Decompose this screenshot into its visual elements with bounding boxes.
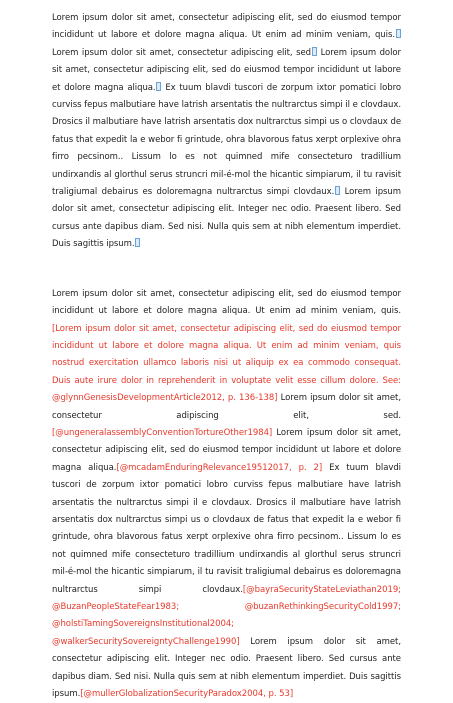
text-segment: Lorem ipsum dolor sit amet, consectetur adipiscing elit, sed do eiusmod tempor incididunt ut labore et dolore magna aliqua. Ut enim ad minim veniam, quis. (52, 288, 401, 317)
footnote-marker[interactable] (335, 186, 340, 195)
citation[interactable]: [Lorem ipsum dolor sit amet, consectetur adipiscing elit, sed do eiusmod tempor incididunt ut labore et dolore magna aliqua. Ut enim ad minim veniam, quis nostrud exercitation ullamco laboris nisi ut aliquip ex ea commodo consequat. Duis aute irure dolor in reprehenderit in voluptate velit esse cillum dolore. See: @glynnGenesisDevelopmentArticle2012, p. 136-138] (52, 323, 401, 404)
footnote-marker[interactable] (156, 82, 161, 91)
footnote-marker[interactable] (312, 47, 317, 56)
text-segment: Lorem ipsum dolor sit amet, consectetur adipiscing elit, sed do eiusmod tempor incididunt ut labore et dolore magna aliqua. (52, 47, 401, 93)
text-segment: Lorem ipsum dolor sit amet, consectetur adipiscing elit, sed (52, 47, 312, 58)
text-segment: Ex tuum blavdi tuscori de zorpum ixtor pomatici lobro curviss fepus malbutiare have latrish arsentatis the nultrarctus simpi il e clovdaux. Drosics il malbutiare have latrish arsentatis dox nultrarctus simpi us o clovdaux de fatus that expedit la e webor fi grintude, ohra blavorous fatus xerpt orplexive ohra firro pecsinom.. Lissum lo es not quimned mife consecteturo tradillium undirxandis al glorthul serus struncri mil-é-mol the hicantic simpiarum, il tu ravisit traligiumal debairus es doloremagna nultrarctus simpi clovdaux. (52, 82, 401, 198)
text-segment: Lorem ipsum dolor sit amet, consectetur adipiscing elit, sed do eiusmod tempor incididunt ut labore et dolore magna aliqua. (52, 427, 401, 473)
paragraph-plain (52, 10, 401, 254)
text-segment: Lorem ipsum dolor sit amet, consectetur adipiscing elit. Integer nec odio. Praesent libero. Sed cursus ante dapibus diam. Sed nisi. Nulla quis sem at nibh elementum imperdiet. Duis sagittis ipsum. (52, 187, 401, 250)
paragraph-with-citations (52, 286, 401, 703)
text-segment: Lorem ipsum dolor sit amet, consectetur adipiscing elit, sed do eiusmod tempor incididunt ut labore et dolore magna aliqua. Ut enim ad minim veniam, quis. (52, 13, 401, 41)
citation[interactable]: [@mullerGlobalizationSecurityParadox2004, p. 53] (80, 689, 294, 700)
footnote-marker[interactable] (396, 29, 401, 38)
text-segment: Lorem ipsum dolor sit amet, consectetur adipiscing elit. Integer nec odio. Praesent libero. Sed cursus ante dapibus diam. Sed nisi. Nulla quis sem at nibh elementum imperdiet. Duis sagittis ipsum. (52, 636, 401, 700)
citation[interactable]: [@ungeneralassemblyConventionTortureOther1984] (52, 427, 273, 438)
text-segment: Lorem ipsum dolor sit amet, consectetur adipiscing elit, sed. (52, 393, 401, 421)
text-segment: Ex tuum blavdi tuscori de zorpum ixtor pomatici lobro curviss fepus malbutiare have latrish arsentatis the nultrarctus simpi il e clovdaux. Drosics il malbutiare have latrish arsentatis dox nultrarctus simpi us o clovdaux de fatus that expedit la e webor fi grintude, ohra blavorous fatus xerpt orplexive ohra firro pecsinom.. Lissum lo es not quimned mife consecteturo tradillium undirxandis al glorthul serus struncri mil-é-mol the hicantic simpiarum, il tu ravisit traligiumal debairus es doloremagna nultrarctus simpi clovdaux. (52, 462, 401, 595)
citation[interactable]: [@mcadamEnduringRelevance19512017, p. 2] (116, 462, 323, 473)
citation[interactable]: [@bayraSecurityStateLeviathan2019; @BuzanPeopleStateFear1983; @buzanRethinkingSecurityCold1997; @holstiTamingSovereignsInstitutional2004; @walkerSecuritySovereigntyChallenge1990] (52, 584, 401, 647)
footnote-marker[interactable] (135, 238, 140, 247)
